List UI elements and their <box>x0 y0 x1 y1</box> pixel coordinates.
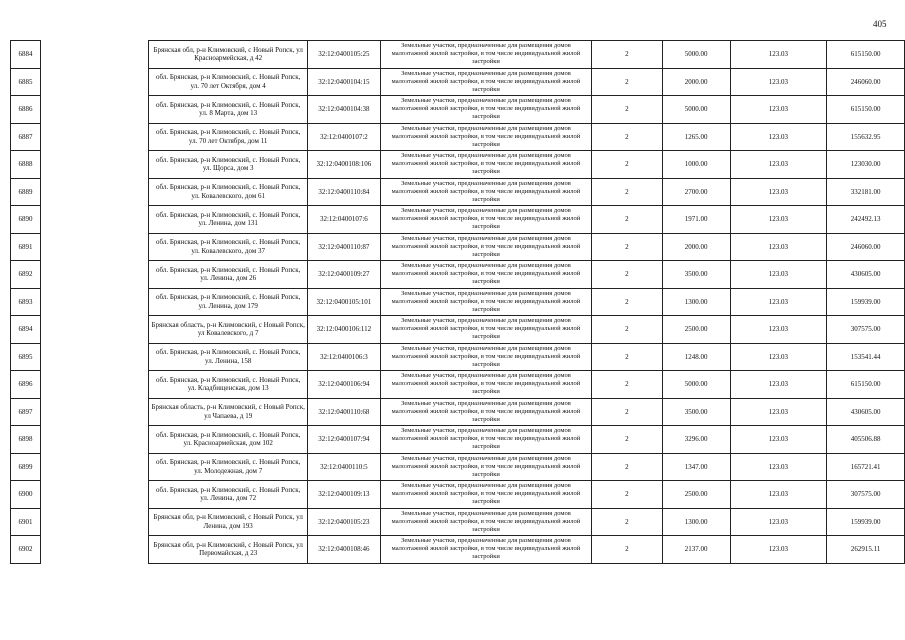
table-row <box>11 151 905 179</box>
area-cell: 2000.00 <box>662 233 730 261</box>
table-row <box>11 178 905 206</box>
area-cell: 2137.00 <box>662 536 730 564</box>
row-number-cell: 6893 <box>11 288 41 316</box>
rate-cell: 123.03 <box>730 41 827 69</box>
category-cell: 2 <box>592 481 663 509</box>
permitted-use-cell: Земельные участки, предназначенные для размещения домов малоэтажной жилой застройки, в том числе индивидуальной жилой застройки <box>380 178 591 206</box>
area-cell: 1265.00 <box>662 123 730 151</box>
rate-cell: 123.03 <box>730 233 827 261</box>
cadastral-value-cell: 615150.00 <box>827 371 905 399</box>
table-row <box>11 426 905 454</box>
cadastral-number-cell: 32:12:0400107:94 <box>307 426 380 454</box>
rate-cell: 123.03 <box>730 96 827 124</box>
area-cell: 2500.00 <box>662 481 730 509</box>
permitted-use-cell: Земельные участки, предназначенные для размещения домов малоэтажной жилой застройки, в том числе индивидуальной жилой застройки <box>380 288 591 316</box>
row-number-cell: 6896 <box>11 371 41 399</box>
area-cell: 2500.00 <box>662 316 730 344</box>
table-row <box>11 206 905 234</box>
area-cell: 1347.00 <box>662 453 730 481</box>
row-number-cell: 6894 <box>11 316 41 344</box>
cadastral-value-cell: 159939.00 <box>827 288 905 316</box>
spacer-cell <box>40 343 148 371</box>
row-number-cell: 6885 <box>11 68 41 96</box>
rate-cell: 123.03 <box>730 288 827 316</box>
table-row <box>11 343 905 371</box>
address-cell: обл. Брянская, р-н Климовский, с. Новый Ропск, ул. Ленина, дом 179 <box>149 288 308 316</box>
table-row <box>11 233 905 261</box>
permitted-use-cell: Земельные участки, предназначенные для размещения домов малоэтажной жилой застройки, в том числе индивидуальной жилой застройки <box>380 481 591 509</box>
address-cell: обл. Брянская, р-н Климовский, с. Новый Ропск, ул. Ленина, дом 26 <box>149 261 308 289</box>
category-cell: 2 <box>592 288 663 316</box>
category-cell: 2 <box>592 178 663 206</box>
rate-cell: 123.03 <box>730 261 827 289</box>
category-cell: 2 <box>592 398 663 426</box>
category-cell: 2 <box>592 233 663 261</box>
cadastral-value-cell: 430605.00 <box>827 261 905 289</box>
permitted-use-cell: Земельные участки, предназначенные для размещения домов малоэтажной жилой застройки, в том числе индивидуальной жилой застройки <box>380 233 591 261</box>
table-row <box>11 261 905 289</box>
permitted-use-cell: Земельные участки, предназначенные для размещения домов малоэтажной жилой застройки, в том числе индивидуальной жилой застройки <box>380 536 591 564</box>
table-row <box>11 68 905 96</box>
spacer-cell <box>40 96 148 124</box>
spacer-cell <box>40 481 148 509</box>
address-cell: обл. Брянская, р-н Климовский, с. Новый Ропск, ул. Щорса, дом 3 <box>149 151 308 179</box>
cadastral-number-cell: 32:12:0400110:68 <box>307 398 380 426</box>
cadastral-value-cell: 246060.00 <box>827 68 905 96</box>
row-number-cell: 6886 <box>11 96 41 124</box>
permitted-use-cell: Земельные участки, предназначенные для размещения домов малоэтажной жилой застройки, в том числе индивидуальной жилой застройки <box>380 371 591 399</box>
permitted-use-cell: Земельные участки, предназначенные для размещения домов малоэтажной жилой застройки, в том числе индивидуальной жилой застройки <box>380 261 591 289</box>
cadastral-value-cell: 615150.00 <box>827 96 905 124</box>
spacer-cell <box>40 261 148 289</box>
row-number-cell: 6892 <box>11 261 41 289</box>
spacer-cell <box>40 68 148 96</box>
area-cell: 1300.00 <box>662 288 730 316</box>
table-row <box>11 371 905 399</box>
category-cell: 2 <box>592 123 663 151</box>
category-cell: 2 <box>592 206 663 234</box>
cadastral-value-cell: 165721.41 <box>827 453 905 481</box>
rate-cell: 123.03 <box>730 371 827 399</box>
category-cell: 2 <box>592 536 663 564</box>
spacer-cell <box>40 453 148 481</box>
permitted-use-cell: Земельные участки, предназначенные для размещения домов малоэтажной жилой застройки, в том числе индивидуальной жилой застройки <box>380 96 591 124</box>
address-cell: обл. Брянская, р-н Климовский, с. Новый Ропск, ул. Молодежная, дом 7 <box>149 453 308 481</box>
spacer-cell <box>40 206 148 234</box>
row-number-cell: 6895 <box>11 343 41 371</box>
cadastral-number-cell: 32:12:0400109:27 <box>307 261 380 289</box>
cadastral-number-cell: 32:12:0400108:46 <box>307 536 380 564</box>
permitted-use-cell: Земельные участки, предназначенные для размещения домов малоэтажной жилой застройки, в том числе индивидуальной жилой застройки <box>380 123 591 151</box>
permitted-use-cell: Земельные участки, предназначенные для размещения домов малоэтажной жилой застройки, в том числе индивидуальной жилой застройки <box>380 151 591 179</box>
table-row <box>11 453 905 481</box>
row-number-cell: 6900 <box>11 481 41 509</box>
cadastral-value-cell: 159939.00 <box>827 508 905 536</box>
address-cell: обл. Брянская, р-н Климовский, с. Новый Ропск, ул. Ленина, 158 <box>149 343 308 371</box>
cadastral-value-cell: 242492.13 <box>827 206 905 234</box>
cadastral-value-cell: 430605.00 <box>827 398 905 426</box>
cadastral-value-cell: 155632.95 <box>827 123 905 151</box>
area-cell: 1000.00 <box>662 151 730 179</box>
address-cell: Брянская область, р-н Климовский, с Новый Ропск, ул Ковалевского, д 7 <box>149 316 308 344</box>
category-cell: 2 <box>592 508 663 536</box>
cadastral-number-cell: 32:12:0400105:25 <box>307 41 380 69</box>
table-row <box>11 41 905 69</box>
category-cell: 2 <box>592 453 663 481</box>
area-cell: 5000.00 <box>662 41 730 69</box>
cadastral-number-cell: 32:12:0400104:15 <box>307 68 380 96</box>
spacer-cell <box>40 536 148 564</box>
area-cell: 1248.00 <box>662 343 730 371</box>
cadastral-value-cell: 153541.44 <box>827 343 905 371</box>
cadastral-number-cell: 32:12:0400106:94 <box>307 371 380 399</box>
rate-cell: 123.03 <box>730 453 827 481</box>
spacer-cell <box>40 178 148 206</box>
cadastral-value-cell: 262915.11 <box>827 536 905 564</box>
address-cell: обл. Брянская, р-н Климовский, с. Новый Ропск, ул. Ковалевского, дом 61 <box>149 178 308 206</box>
cadastral-number-cell: 32:12:0400106:3 <box>307 343 380 371</box>
row-number-cell: 6884 <box>11 41 41 69</box>
rate-cell: 123.03 <box>730 68 827 96</box>
row-number-cell: 6887 <box>11 123 41 151</box>
cadastral-number-cell: 32:12:0400108:106 <box>307 151 380 179</box>
permitted-use-cell: Земельные участки, предназначенные для размещения домов малоэтажной жилой застройки, в том числе индивидуальной жилой застройки <box>380 343 591 371</box>
permitted-use-cell: Земельные участки, предназначенные для размещения домов малоэтажной жилой застройки, в том числе индивидуальной жилой застройки <box>380 398 591 426</box>
land-parcel-table <box>10 40 905 564</box>
category-cell: 2 <box>592 371 663 399</box>
cadastral-value-cell: 332181.00 <box>827 178 905 206</box>
table-body <box>11 41 905 564</box>
address-cell: Брянская обл, р-н Климовский, с Новый Ропск, ул Первомайская, д 23 <box>149 536 308 564</box>
table-row <box>11 508 905 536</box>
row-number-cell: 6889 <box>11 178 41 206</box>
table-row <box>11 536 905 564</box>
spacer-cell <box>40 233 148 261</box>
address-cell: Брянская обл, р-н Климовский, с Новый Ропск, ул Ленина, дом 193 <box>149 508 308 536</box>
table-row <box>11 96 905 124</box>
area-cell: 5000.00 <box>662 96 730 124</box>
address-cell: обл. Брянская, р-н Климовский, с. Новый Ропск, ул. 70 лет Октября, дом 11 <box>149 123 308 151</box>
cadastral-value-cell: 123030.00 <box>827 151 905 179</box>
address-cell: Брянская область, р-н Климовский, с Новый Ропск, ул Чапаева, д 19 <box>149 398 308 426</box>
address-cell: обл. Брянская, р-н Климовский, с. Новый Ропск, ул. 8 Марта, дом 13 <box>149 96 308 124</box>
row-number-cell: 6901 <box>11 508 41 536</box>
area-cell: 2700.00 <box>662 178 730 206</box>
spacer-cell <box>40 398 148 426</box>
area-cell: 5000.00 <box>662 371 730 399</box>
spacer-cell <box>40 123 148 151</box>
permitted-use-cell: Земельные участки, предназначенные для размещения домов малоэтажной жилой застройки, в том числе индивидуальной жилой застройки <box>380 453 591 481</box>
address-cell: обл. Брянская, р-н Климовский, с. Новый Ропск, ул. Красноармейская, дом 102 <box>149 426 308 454</box>
cadastral-number-cell: 32:12:0400105:23 <box>307 508 380 536</box>
rate-cell: 123.03 <box>730 151 827 179</box>
cadastral-number-cell: 32:12:0400109:13 <box>307 481 380 509</box>
rate-cell: 123.03 <box>730 178 827 206</box>
cadastral-value-cell: 246060.00 <box>827 233 905 261</box>
permitted-use-cell: Земельные участки, предназначенные для размещения домов малоэтажной жилой застройки, в том числе индивидуальной жилой застройки <box>380 41 591 69</box>
rate-cell: 123.03 <box>730 481 827 509</box>
spacer-cell <box>40 41 148 69</box>
row-number-cell: 6897 <box>11 398 41 426</box>
area-cell: 3500.00 <box>662 398 730 426</box>
spacer-cell <box>40 316 148 344</box>
category-cell: 2 <box>592 316 663 344</box>
page-number: 405 <box>873 19 887 29</box>
spacer-cell <box>40 288 148 316</box>
rate-cell: 123.03 <box>730 426 827 454</box>
rate-cell: 123.03 <box>730 536 827 564</box>
spacer-cell <box>40 151 148 179</box>
permitted-use-cell: Земельные участки, предназначенные для размещения домов малоэтажной жилой застройки, в том числе индивидуальной жилой застройки <box>380 68 591 96</box>
rate-cell: 123.03 <box>730 398 827 426</box>
permitted-use-cell: Земельные участки, предназначенные для размещения домов малоэтажной жилой застройки, в том числе индивидуальной жилой застройки <box>380 206 591 234</box>
category-cell: 2 <box>592 41 663 69</box>
cadastral-value-cell: 307575.00 <box>827 481 905 509</box>
area-cell: 1971.00 <box>662 206 730 234</box>
spacer-cell <box>40 371 148 399</box>
table-row <box>11 481 905 509</box>
row-number-cell: 6898 <box>11 426 41 454</box>
cadastral-number-cell: 32:12:0400107:2 <box>307 123 380 151</box>
cadastral-number-cell: 32:12:0400104:38 <box>307 96 380 124</box>
address-cell: Брянская обл, р-н Климовский, с Новый Ропск, ул Красноармейская, д 42 <box>149 41 308 69</box>
cadastral-number-cell: 32:12:0400110:87 <box>307 233 380 261</box>
permitted-use-cell: Земельные участки, предназначенные для размещения домов малоэтажной жилой застройки, в том числе индивидуальной жилой застройки <box>380 426 591 454</box>
row-number-cell: 6891 <box>11 233 41 261</box>
rate-cell: 123.03 <box>730 316 827 344</box>
row-number-cell: 6899 <box>11 453 41 481</box>
category-cell: 2 <box>592 426 663 454</box>
cadastral-number-cell: 32:12:0400110:84 <box>307 178 380 206</box>
category-cell: 2 <box>592 343 663 371</box>
address-cell: обл. Брянская, р-н Климовский, с. Новый Ропск, ул. 70 лет Октября, дом 4 <box>149 68 308 96</box>
area-cell: 3500.00 <box>662 261 730 289</box>
cadastral-value-cell: 307575.00 <box>827 316 905 344</box>
cadastral-number-cell: 32:12:0400105:101 <box>307 288 380 316</box>
address-cell: обл. Брянская, р-н Климовский, с. Новый Ропск, ул. Ленина, дом 72 <box>149 481 308 509</box>
row-number-cell: 6888 <box>11 151 41 179</box>
rate-cell: 123.03 <box>730 123 827 151</box>
area-cell: 1300.00 <box>662 508 730 536</box>
permitted-use-cell: Земельные участки, предназначенные для размещения домов малоэтажной жилой застройки, в том числе индивидуальной жилой застройки <box>380 508 591 536</box>
row-number-cell: 6890 <box>11 206 41 234</box>
rate-cell: 123.03 <box>730 343 827 371</box>
spacer-cell <box>40 508 148 536</box>
permitted-use-cell: Земельные участки, предназначенные для размещения домов малоэтажной жилой застройки, в том числе индивидуальной жилой застройки <box>380 316 591 344</box>
cadastral-value-cell: 615150.00 <box>827 41 905 69</box>
category-cell: 2 <box>592 151 663 179</box>
table-row <box>11 123 905 151</box>
address-cell: обл. Брянская, р-н Климовский, с. Новый Ропск, ул. Ковалевского, дом 37 <box>149 233 308 261</box>
rate-cell: 123.03 <box>730 206 827 234</box>
cadastral-number-cell: 32:12:0400107:6 <box>307 206 380 234</box>
category-cell: 2 <box>592 68 663 96</box>
table-row <box>11 316 905 344</box>
table-row <box>11 288 905 316</box>
spacer-cell <box>40 426 148 454</box>
category-cell: 2 <box>592 261 663 289</box>
row-number-cell: 6902 <box>11 536 41 564</box>
rate-cell: 123.03 <box>730 508 827 536</box>
cadastral-number-cell: 32:12:0400106:112 <box>307 316 380 344</box>
address-cell: обл. Брянская, р-н Климовский, с. Новый Ропск, ул. Кладбищенская, дом 13 <box>149 371 308 399</box>
cadastral-number-cell: 32:12:0400110:5 <box>307 453 380 481</box>
category-cell: 2 <box>592 96 663 124</box>
cadastral-value-cell: 405506.88 <box>827 426 905 454</box>
table-row <box>11 398 905 426</box>
area-cell: 2000.00 <box>662 68 730 96</box>
area-cell: 3296.00 <box>662 426 730 454</box>
address-cell: обл. Брянская, р-н Климовский, с. Новый Ропск, ул. Ленина, дом 131 <box>149 206 308 234</box>
